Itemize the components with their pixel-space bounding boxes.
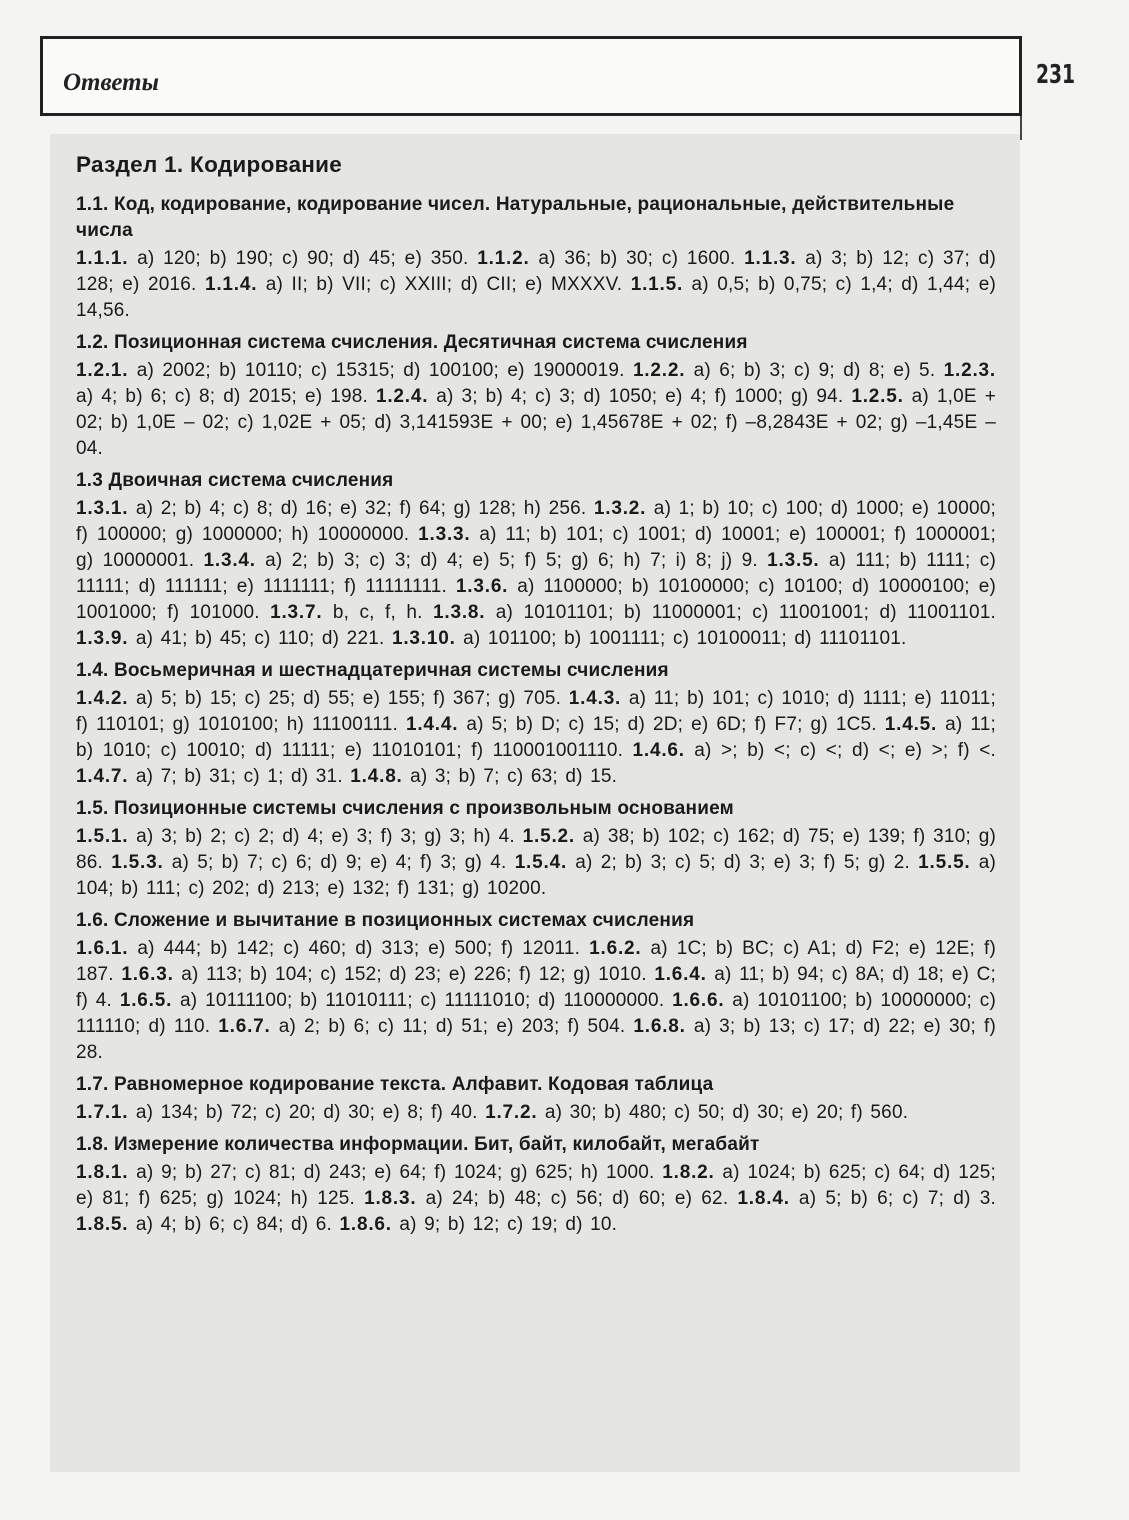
section-title: Раздел 1. Кодирование <box>76 152 343 177</box>
subsection-title: 1.6. Сложение и вычитание в позиционных системах счисления <box>76 910 695 931</box>
answer-text: a) 10101100; b) 10000000; c) 111110; d) 110. <box>76 990 997 1037</box>
answer-text: a) 9; b) 12; c) 19; d) 10. <box>399 1214 618 1235</box>
answer-text: a) 3; b) 7; c) 63; d) 15. <box>410 766 618 787</box>
answer-text: a) 2; b) 3; c) 3; d) 4; e) 5; f) 5; g) 6; h) 7; i) 8; j) 9. <box>265 550 758 571</box>
answer-number: 1.5.2. <box>522 826 575 847</box>
answer-text: a) 0,5; b) 0,75; c) 1,4; d) 1,44; e) 14,56. <box>76 274 996 321</box>
answer-number: 1.2.3. <box>943 360 996 381</box>
answer-number: 1.2.5. <box>851 386 904 407</box>
answer-number: 1.4.5. <box>884 714 938 735</box>
answer-text: a) 4; b) 6; c) 84; d) 6. <box>135 1214 333 1235</box>
subsection <box>76 796 996 902</box>
answer-number: 1.4.8. <box>350 766 403 787</box>
answer-text: a) 1C; b) BC; c) A1; d) F2; e) 12E; f) 187. <box>76 938 996 985</box>
subsection-title: 1.5. Позиционные системы счисления с произвольным основанием <box>76 798 734 819</box>
answer-number: 1.3.2. <box>593 498 647 519</box>
answer-number: 1.3.4. <box>203 550 256 571</box>
answer-number: 1.8.1. <box>76 1162 129 1183</box>
subsection-answers <box>76 824 996 902</box>
subsection-answers <box>76 1160 996 1238</box>
answer-text: a) 3; b) 2; c) 2; d) 4; e) 3; f) 3; g) 3; h) 4. <box>136 826 515 847</box>
subsection-title: 1.1. Код, кодирование, кодирование чисел. Натуральные, рациональные, действительные числа <box>76 194 955 241</box>
answer-text: a) 11; b) 1010; c) 10010; d) 11111; e) 11010101; f) 110001001110. <box>76 714 996 761</box>
subsection <box>76 658 996 790</box>
answer-text: a) 3; b) 13; c) 17; d) 22; e) 30; f) 28. <box>76 1016 997 1063</box>
answer-number: 1.7.1. <box>76 1102 129 1123</box>
subsection-answers <box>76 1100 996 1126</box>
answer-text: a) 1100000; b) 10100000; c) 10100; d) 10000100; e) 1001000; f) 101000. <box>76 576 996 623</box>
answer-number: 1.3.6. <box>455 576 509 597</box>
answer-number: 1.4.4. <box>405 714 459 735</box>
answer-number: 1.6.5. <box>119 990 173 1011</box>
answer-text: a) 113; b) 104; c) 152; d) 23; e) 226; f) 12; g) 1010. <box>181 964 647 985</box>
page-number: 231 <box>1036 60 1076 90</box>
answer-number: 1.3.10. <box>391 628 456 649</box>
answer-text: a) 134; b) 72; c) 20; d) 30; e) 8; f) 40. <box>135 1102 478 1123</box>
subsection <box>76 1072 996 1126</box>
answer-number: 1.8.6. <box>339 1214 392 1235</box>
answer-text: a) 10101101; b) 11000001; c) 11001001; d) 11001101. <box>495 602 996 623</box>
answer-text: a) 11; b) 101; c) 1010; d) 1111; e) 11011; f) 110101; g) 1010100; h) 11100111. <box>76 688 997 735</box>
answers-panel <box>50 134 1020 1472</box>
answer-number: 1.6.8. <box>633 1016 686 1037</box>
answer-text: a) 10111100; b) 11010111; c) 11111010; d) 110000000. <box>179 990 665 1011</box>
answer-text: a) >; b) <; c) <; d) <; e) >; f) <. <box>694 740 996 761</box>
answer-number: 1.1.4. <box>204 274 258 295</box>
answer-text: a) 11; b) 101; c) 1001; d) 10001; e) 100001; f) 1000001; g) 10000001. <box>76 524 997 571</box>
answer-number: 1.6.6. <box>672 990 725 1011</box>
answer-text: a) 41; b) 45; c) 110; d) 221. <box>135 628 385 649</box>
answer-text: a) 24; b) 48; c) 56; d) 60; e) 62. <box>425 1188 729 1209</box>
answer-number: 1.5.3. <box>111 852 164 873</box>
answer-text: a) 120; b) 190; c) 90; d) 45; e) 350. <box>137 248 469 269</box>
answer-number: 1.5.1. <box>76 826 129 847</box>
answer-number: 1.4.7. <box>76 766 129 787</box>
answer-number: 1.6.3. <box>121 964 174 985</box>
answer-number: 1.4.6. <box>632 740 685 761</box>
page-header <box>40 36 1022 116</box>
subsection-answers <box>76 246 996 324</box>
answer-text: a) 2; b) 3; c) 5; d) 3; e) 3; f) 5; g) 2. <box>575 852 910 873</box>
answer-number: 1.8.4. <box>737 1188 790 1209</box>
subsection <box>76 468 996 652</box>
answer-number: 1.2.1. <box>76 360 129 381</box>
answer-number: 1.8.3. <box>364 1188 417 1209</box>
answer-number: 1.3.3. <box>418 524 471 545</box>
subsection <box>76 330 996 462</box>
answer-number: 1.7.2. <box>485 1102 538 1123</box>
subsection-answers <box>76 936 996 1066</box>
answer-number: 1.4.2. <box>76 688 129 709</box>
answer-number: 1.5.4. <box>514 852 568 873</box>
answer-text: a) 38; b) 102; c) 162; d) 75; e) 139; f) 310; g) 86. <box>76 826 997 873</box>
answer-text: a) 5; b) 6; c) 7; d) 3. <box>798 1188 996 1209</box>
answer-text: a) 3; b) 12; c) 37; d) 128; e) 2016. <box>76 248 997 295</box>
answer-number: 1.6.2. <box>589 938 642 959</box>
answer-number: 1.1.1. <box>76 248 129 269</box>
subsection-title: 1.7. Равномерное кодирование текста. Алфавит. Кодовая таблица <box>76 1074 714 1095</box>
answer-number: 1.3.5. <box>767 550 820 571</box>
answer-text: a) 2002; b) 10110; c) 15315; d) 100100; e) 19000019. <box>136 360 625 381</box>
answer-text: a) 4; b) 6; c) 8; d) 2015; e) 198. <box>76 386 368 407</box>
answer-number: 1.6.4. <box>654 964 707 985</box>
subsections-list <box>76 192 996 1238</box>
header-title: Ответы <box>63 69 159 96</box>
answer-number: 1.2.2. <box>632 360 686 381</box>
subsection-answers <box>76 496 996 652</box>
answer-text: a) 5; b) D; c) 15; d) 2D; e) 6D; f) F7; g) 1C5. <box>466 714 877 735</box>
answer-text: a) 2; b) 6; c) 11; d) 51; e) 203; f) 504. <box>278 1016 626 1037</box>
answer-number: 1.2.4. <box>375 386 429 407</box>
answer-text: a) 7; b) 31; c) 1; d) 31. <box>135 766 343 787</box>
answer-text: a) II; b) VII; c) XXIII; d) CII; e) MXXXV. <box>265 274 623 295</box>
subsection <box>76 192 996 324</box>
answer-number: 1.8.2. <box>662 1162 715 1183</box>
subsection-title: 1.8. Измерение количества информации. Бит, байт, килобайт, мегабайт <box>76 1134 760 1155</box>
answer-text: a) 6; b) 3; c) 9; d) 8; e) 5. <box>693 360 936 381</box>
answer-number: 1.3.8. <box>433 602 486 623</box>
answer-number: 1.3.7. <box>270 602 323 623</box>
answer-number: 1.1.3. <box>744 248 797 269</box>
subsection-title: 1.2. Позиционная система счисления. Десятичная система счисления <box>76 332 748 353</box>
answer-text: a) 1024; b) 625; c) 64; d) 125; e) 81; f) 625; g) 1024; h) 125. <box>76 1162 996 1209</box>
answer-number: 1.8.5. <box>76 1214 129 1235</box>
answer-number: 1.6.7. <box>218 1016 271 1037</box>
answer-number: 1.4.3. <box>568 688 622 709</box>
answer-number: 1.3.1. <box>76 498 129 519</box>
answer-number: 1.1.5. <box>630 274 684 295</box>
answer-text: b, c, f, h. <box>332 602 423 623</box>
answer-text: a) 5; b) 15; c) 25; d) 55; e) 155; f) 367; g) 705. <box>136 688 562 709</box>
subsection <box>76 908 996 1066</box>
answer-text: a) 101100; b) 1001111; c) 10100011; d) 11101101. <box>463 628 907 649</box>
answer-text: a) 9; b) 27; c) 81; d) 243; e) 64; f) 1024; g) 625; h) 1000. <box>136 1162 655 1183</box>
answer-text: a) 5; b) 7; c) 6; d) 9; e) 4; f) 3; g) 4. <box>171 852 507 873</box>
subsection-answers <box>76 358 996 462</box>
answer-text: a) 30; b) 480; c) 50; d) 30; e) 20; f) 560. <box>544 1102 909 1123</box>
subsection-title: 1.3 Двоичная система счисления <box>76 470 394 491</box>
answer-number: 1.6.1. <box>76 938 129 959</box>
answer-text: a) 2; b) 4; c) 8; d) 16; e) 32; f) 64; g) 128; h) 256. <box>135 498 587 519</box>
answer-text: a) 444; b) 142; c) 460; d) 313; e) 500; f) 12011. <box>137 938 581 959</box>
subsection-title: 1.4. Восьмеричная и шестнадцатеричная системы счисления <box>76 660 669 681</box>
answer-text: a) 36; b) 30; c) 1600. <box>538 248 736 269</box>
answer-text: a) 11; b) 94; c) 8A; d) 18; e) C; f) 4. <box>76 964 996 1011</box>
answer-text: a) 1; b) 10; c) 100; d) 1000; e) 10000; f) 100000; g) 1000000; h) 10000000. <box>76 498 996 545</box>
answer-text: a) 111; b) 1111; c) 11111; d) 111111; e) 1111111; f) 11111111. <box>76 550 997 597</box>
answer-number: 1.3.9. <box>76 628 129 649</box>
answer-number: 1.1.2. <box>477 248 530 269</box>
answer-text: a) 1,0E + 02; b) 1,0E – 02; c) 1,02E + 05; d) 3,141593E + 00; e) 1,45678E + 02; f) –8,2843E + 02; g) –1,45E – 04. <box>76 386 996 459</box>
answer-text: a) 104; b) 111; c) 202; d) 213; e) 132; f) 131; g) 10200. <box>76 852 996 899</box>
subsection <box>76 1132 996 1238</box>
header-divider <box>1020 116 1022 140</box>
answer-text: a) 3; b) 4; c) 3; d) 1050; e) 4; f) 1000; g) 94. <box>436 386 844 407</box>
subsection-answers <box>76 686 996 790</box>
answer-number: 1.5.5. <box>918 852 971 873</box>
